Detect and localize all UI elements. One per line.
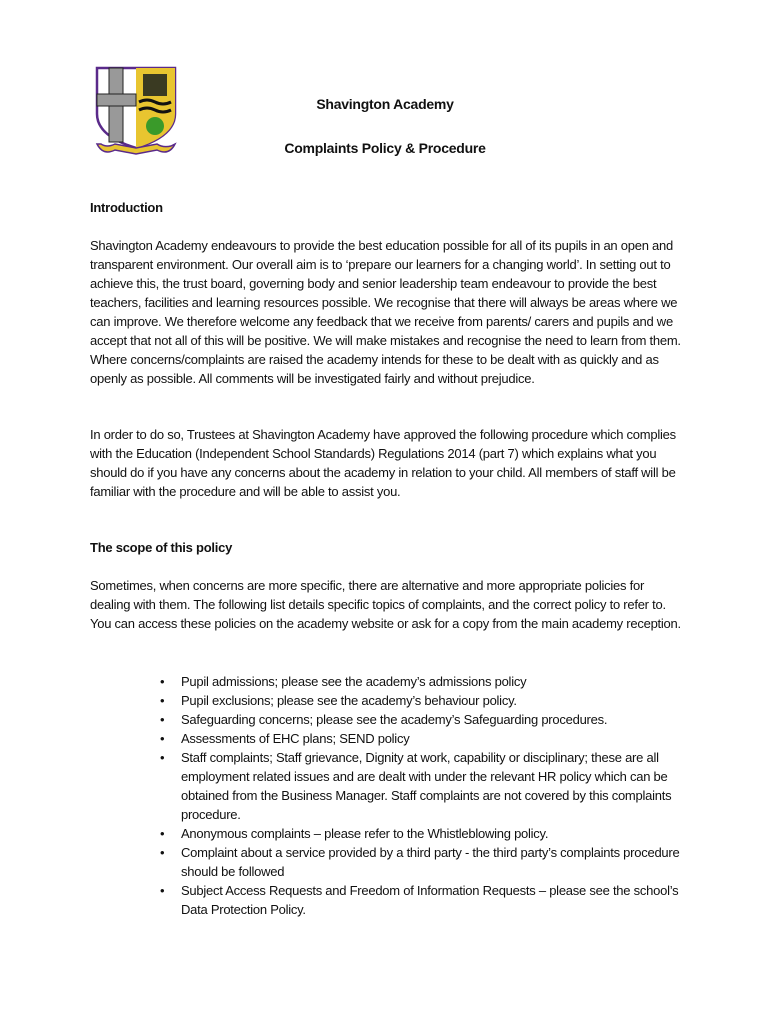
introduction-paragraph-2: In order to do so, Trustees at Shavington Academy have approved the following procedure which complies with the Education (Independent School Standards) Regulations 2014 (part 7) which explains what you should do if you have any concerns about the academy in relation to your child. All members of staff will be familiar with the procedure and will be able to assist you. <box>90 427 676 499</box>
document-title: Complaints Policy & Procedure <box>284 140 486 156</box>
list-item: • Pupil admissions; please see the academy’s admissions policy <box>160 672 685 691</box>
list-item: • Complaint about a service provided by a third party - the third party’s complaints procedure should be followed <box>160 843 685 881</box>
list-item: • Assessments of EHC plans; SEND policy <box>160 729 685 748</box>
school-name: Shavington Academy <box>316 96 454 112</box>
scope-heading: The scope of this policy <box>90 540 233 555</box>
list-item: • Safeguarding concerns; please see the academy’s Safeguarding procedures. <box>160 710 685 729</box>
list-item: • Subject Access Requests and Freedom of Information Requests – please see the school’s Data Protection Policy. <box>160 881 685 919</box>
policy-list <box>160 672 685 919</box>
list-item: • Staff complaints; Staff grievance, Dignity at work, capability or disciplinary; these are all employment related issues and are dealt with under the relevant HR policy which can be obtained from the Business Manager. Staff complaints are not covered by this complaints procedure. <box>160 748 685 824</box>
list-item: • Pupil exclusions; please see the academy’s behaviour policy. <box>160 691 685 710</box>
scope-paragraph: Sometimes, when concerns are more specific, there are alternative and more appropriate policies for dealing with them. The following list details specific topics of complaints, and the correct policy to refer to. You can access these policies on the academy website or ask for a copy from the main academy reception. <box>90 578 681 631</box>
introduction-paragraph-1: Shavington Academy endeavours to provide the best education possible for all of its pupils in an open and transparent environment. Our overall aim is to ‘prepare our learners for a changing world’. In setting out to achieve this, the trust board, governing body and senior leadership team endeavour to provide the best teachers, facilities and learning resources possible. We recognise that there will always be areas where we can improve. We therefore welcome any feedback that we receive from parents/ carers and pupils and we accept that not all of this will be positive. We will make mistakes and recognise the need to learn from them. Where concerns/complaints are raised the academy intends for these to be dealt with as quickly and as openly as possible. All comments will be investigated fairly and without prejudice. <box>90 238 681 386</box>
introduction-heading: Introduction <box>90 200 163 215</box>
list-item: • Anonymous complaints – please refer to the Whistleblowing policy. <box>160 824 685 843</box>
